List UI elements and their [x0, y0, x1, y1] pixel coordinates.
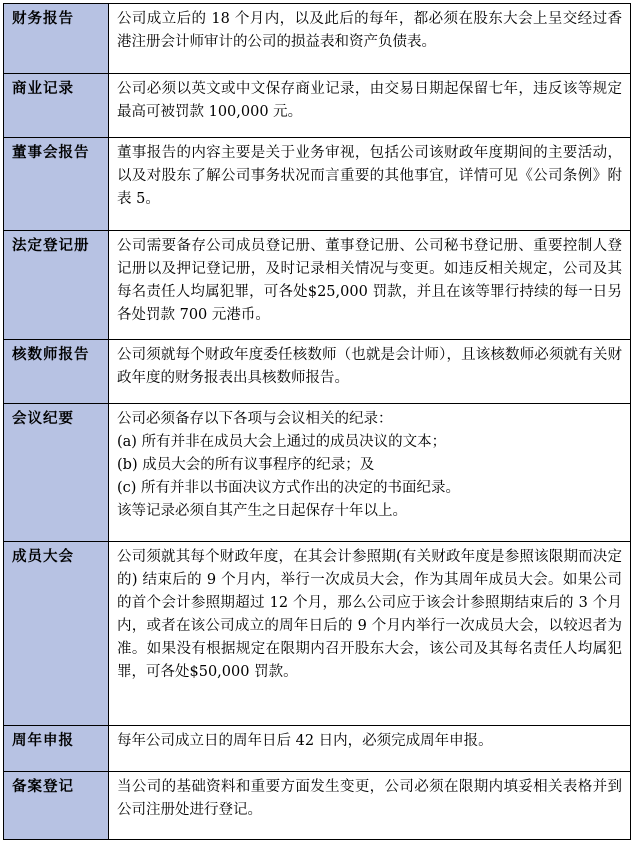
meeting-intro: 公司必须备存以下各项与会议相关的纪录：	[117, 411, 393, 427]
meeting-retention: 该等记录必须自其产生之日起保存十年以上。	[117, 503, 407, 519]
row-label: 成员大会	[4, 542, 109, 726]
table-row	[4, 74, 631, 138]
row-label: 周年申报	[4, 726, 109, 772]
row-label: 法定登记册	[4, 231, 109, 340]
table-row	[4, 340, 631, 404]
row-label: 会议纪要	[4, 404, 109, 542]
row-content: 公司须就每个财政年度委任核数师（也就是会计师），且该核数师必须就有关财政年度的财务报表出具核数师报告。	[109, 340, 631, 404]
row-label: 董事会报告	[4, 138, 109, 231]
table-row	[4, 726, 631, 772]
row-content: 公司必须以英文或中文保存商业记录，由交易日期起保留七年，违反该等规定最高可被罚款 100,000 元。	[109, 74, 631, 138]
meeting-item-c: (c) 所有并非以书面决议方式作出的决定的书面纪录。	[117, 480, 461, 496]
row-content: 每年公司成立日的周年日后 42 日内，必须完成周年申报。	[109, 726, 631, 772]
row-content: 公司成立后的 18 个月内，以及此后的每年，都必须在股东大会上呈交经过香港注册会计师审计的公司的损益表和资产负债表。	[109, 4, 631, 74]
table-row	[4, 138, 631, 231]
row-label: 财务报告	[4, 4, 109, 74]
table-row	[4, 542, 631, 726]
table-row	[4, 404, 631, 542]
row-content: 董事报告的内容主要是关于业务审视，包括公司该财政年度期间的主要活动，以及对股东了解公司事务状况而言重要的其他事宜，详情可见《公司条例》附表 5。	[109, 138, 631, 231]
row-label: 备案登记	[4, 772, 109, 840]
meeting-item-a: (a) 所有并非在成员大会上通过的成员决议的文本；	[117, 434, 447, 450]
row-content: 公司须就其每个财政年度，在其会计参照期(有关财政年度是参照该限期而决定的) 结束后的 9 个月内，举行一次成员大会，作为其周年成员大会。如果公司的首个会计参照期超过 12 个月，那么公司应于该会计参照期结束后的 3 个月内，或者在该公司成立的周年日后的 9 个月内举行一次成员大会，以较迟者为准。如果没有根据规定在限期内召开股东大会，该公司及其每名责任人均属犯罪，可各处$50,000 罚款。	[109, 542, 631, 726]
row-label: 核数师报告	[4, 340, 109, 404]
row-content: 公司需要备存公司成员登记册、董事登记册、公司秘书登记册、重要控制人登记册以及押记登记册，及时记录相关情况与变更。如违反相关规定，公司及其每名责任人均属犯罪，可各处$25,000 罚款，并且在该等罪行持续的每一日另各处罚款 700 元港币。	[109, 231, 631, 340]
meeting-item-b: (b) 成员大会的所有议事程序的纪录；及	[117, 457, 375, 473]
compliance-table	[3, 3, 631, 840]
table-row	[4, 4, 631, 74]
row-label: 商业记录	[4, 74, 109, 138]
table-row	[4, 772, 631, 840]
row-content	[109, 404, 631, 542]
table-row	[4, 231, 631, 340]
row-content: 当公司的基础资料和重要方面发生变更，公司必须在限期内填妥相关表格并到公司注册处进行登记。	[109, 772, 631, 840]
